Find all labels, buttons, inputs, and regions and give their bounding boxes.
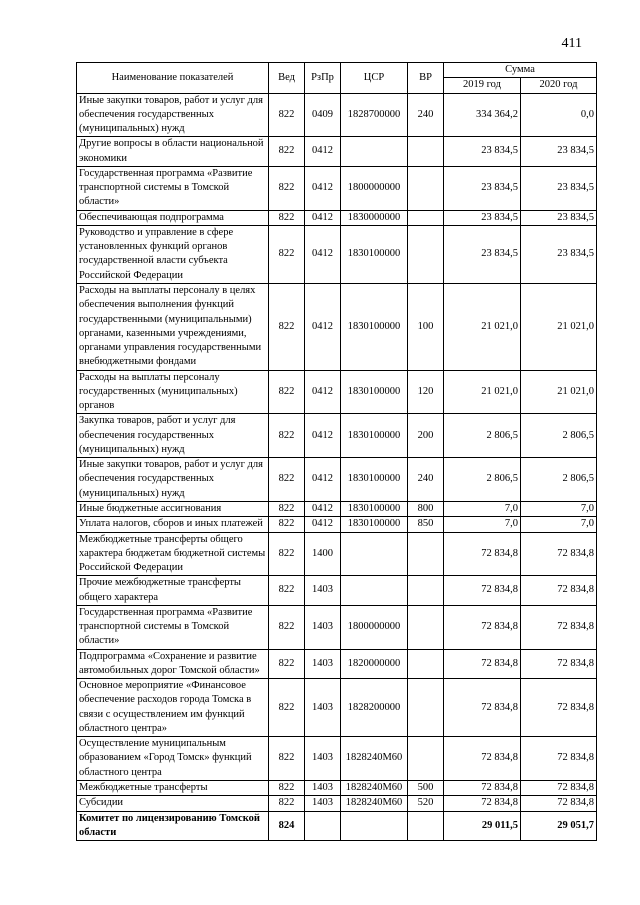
cell-ved: 822 bbox=[269, 137, 305, 167]
table-row bbox=[77, 576, 597, 606]
cell-vr: 240 bbox=[408, 93, 444, 137]
cell-rzpr: 1403 bbox=[305, 781, 341, 796]
cell-rzpr: 1403 bbox=[305, 737, 341, 781]
cell-y2020: 23 834,5 bbox=[521, 137, 597, 167]
header-csr: ЦСР bbox=[341, 63, 408, 94]
table-row bbox=[77, 605, 597, 649]
cell-name: Государственная программа «Развитие транспортной системы в Томской области» bbox=[77, 166, 269, 210]
table-row bbox=[77, 781, 597, 796]
table-row bbox=[77, 532, 597, 576]
cell-csr bbox=[341, 532, 408, 576]
cell-vr: 850 bbox=[408, 517, 444, 532]
cell-rzpr: 0412 bbox=[305, 210, 341, 225]
cell-rzpr: 0412 bbox=[305, 283, 341, 370]
cell-y2019: 21 021,0 bbox=[444, 370, 521, 414]
cell-vr: 200 bbox=[408, 414, 444, 458]
cell-csr: 1830100000 bbox=[341, 501, 408, 516]
table-row bbox=[77, 93, 597, 137]
cell-y2020: 2 806,5 bbox=[521, 458, 597, 502]
cell-ved: 822 bbox=[269, 458, 305, 502]
cell-y2020: 29 051,7 bbox=[521, 811, 597, 841]
table-row bbox=[77, 458, 597, 502]
header-rzpr: РзПр bbox=[305, 63, 341, 94]
cell-name: Субсидии bbox=[77, 796, 269, 811]
cell-y2020: 72 834,8 bbox=[521, 737, 597, 781]
cell-vr: 100 bbox=[408, 283, 444, 370]
cell-y2020: 21 021,0 bbox=[521, 283, 597, 370]
cell-csr: 1800000000 bbox=[341, 605, 408, 649]
cell-csr: 1830100000 bbox=[341, 517, 408, 532]
cell-name: Осуществление муниципальным образованием «Город Томск» функций областного центра bbox=[77, 737, 269, 781]
cell-vr bbox=[408, 605, 444, 649]
table-row bbox=[77, 137, 597, 167]
cell-vr bbox=[408, 679, 444, 737]
cell-name: Другие вопросы в области национальной экономики bbox=[77, 137, 269, 167]
cell-ved: 822 bbox=[269, 166, 305, 210]
cell-name: Уплата налогов, сборов и иных платежей bbox=[77, 517, 269, 532]
cell-rzpr: 0412 bbox=[305, 517, 341, 532]
cell-vr: 520 bbox=[408, 796, 444, 811]
cell-vr bbox=[408, 225, 444, 283]
cell-ved: 822 bbox=[269, 576, 305, 606]
table-row bbox=[77, 225, 597, 283]
cell-rzpr: 0412 bbox=[305, 458, 341, 502]
cell-vr bbox=[408, 210, 444, 225]
table-row bbox=[77, 370, 597, 414]
cell-y2019: 23 834,5 bbox=[444, 210, 521, 225]
cell-rzpr: 0412 bbox=[305, 225, 341, 283]
cell-vr bbox=[408, 532, 444, 576]
cell-y2019: 72 834,8 bbox=[444, 679, 521, 737]
table-row bbox=[77, 679, 597, 737]
table-body bbox=[77, 93, 597, 841]
cell-csr: 1830100000 bbox=[341, 370, 408, 414]
cell-name: Иные закупки товаров, работ и услуг для обеспечения государственных (муниципальных) нужд bbox=[77, 93, 269, 137]
budget-table bbox=[76, 62, 597, 841]
cell-ved: 822 bbox=[269, 225, 305, 283]
header-vr: ВР bbox=[408, 63, 444, 94]
cell-rzpr: 1400 bbox=[305, 532, 341, 576]
cell-name: Расходы на выплаты персоналу в целях обеспечения выполнения функций государственными (муниципальными) органами, казенными учреждениями, органами управления государственными внебюджетными фондами bbox=[77, 283, 269, 370]
cell-vr bbox=[408, 737, 444, 781]
header-ved: Вед bbox=[269, 63, 305, 94]
cell-ved: 822 bbox=[269, 532, 305, 576]
cell-y2019: 72 834,8 bbox=[444, 605, 521, 649]
cell-rzpr: 1403 bbox=[305, 576, 341, 606]
cell-ved: 822 bbox=[269, 605, 305, 649]
cell-y2019: 334 364,2 bbox=[444, 93, 521, 137]
cell-y2020: 7,0 bbox=[521, 501, 597, 516]
cell-y2019: 72 834,8 bbox=[444, 576, 521, 606]
cell-rzpr: 0409 bbox=[305, 93, 341, 137]
cell-rzpr: 0412 bbox=[305, 370, 341, 414]
table-row bbox=[77, 737, 597, 781]
cell-csr: 1830100000 bbox=[341, 458, 408, 502]
cell-name: Обеспечивающая подпрограмма bbox=[77, 210, 269, 225]
cell-y2020: 23 834,5 bbox=[521, 166, 597, 210]
cell-y2020: 72 834,8 bbox=[521, 796, 597, 811]
cell-rzpr: 0412 bbox=[305, 166, 341, 210]
cell-name: Межбюджетные трансферты общего характера бюджетам бюджетной системы Российской Федерации bbox=[77, 532, 269, 576]
cell-name: Прочие межбюджетные трансферты общего характера bbox=[77, 576, 269, 606]
cell-y2020: 72 834,8 bbox=[521, 605, 597, 649]
cell-ved: 824 bbox=[269, 811, 305, 841]
table-row bbox=[77, 166, 597, 210]
cell-y2020: 23 834,5 bbox=[521, 210, 597, 225]
cell-y2019: 72 834,8 bbox=[444, 737, 521, 781]
cell-y2019: 7,0 bbox=[444, 501, 521, 516]
cell-csr: 1830000000 bbox=[341, 210, 408, 225]
cell-name: Межбюджетные трансферты bbox=[77, 781, 269, 796]
cell-vr bbox=[408, 811, 444, 841]
table-row bbox=[77, 811, 597, 841]
cell-y2019: 21 021,0 bbox=[444, 283, 521, 370]
cell-csr: 1828240M60 bbox=[341, 737, 408, 781]
cell-ved: 822 bbox=[269, 781, 305, 796]
cell-vr: 240 bbox=[408, 458, 444, 502]
cell-csr: 1828700000 bbox=[341, 93, 408, 137]
header-2019: 2019 год bbox=[444, 78, 521, 93]
cell-rzpr: 1403 bbox=[305, 679, 341, 737]
cell-y2020: 0,0 bbox=[521, 93, 597, 137]
cell-ved: 822 bbox=[269, 93, 305, 137]
cell-rzpr: 1403 bbox=[305, 649, 341, 679]
cell-csr: 1820000000 bbox=[341, 649, 408, 679]
cell-rzpr: 1403 bbox=[305, 605, 341, 649]
header-name: Наименование показателей bbox=[77, 63, 269, 94]
header-sum: Сумма bbox=[444, 63, 597, 78]
cell-ved: 822 bbox=[269, 370, 305, 414]
cell-y2020: 21 021,0 bbox=[521, 370, 597, 414]
cell-vr: 120 bbox=[408, 370, 444, 414]
cell-csr bbox=[341, 137, 408, 167]
cell-csr: 1828240M60 bbox=[341, 781, 408, 796]
cell-name: Расходы на выплаты персоналу государственных (муниципальных) органов bbox=[77, 370, 269, 414]
cell-y2020: 2 806,5 bbox=[521, 414, 597, 458]
cell-name: Подпрограмма «Сохранение и развитие автомобильных дорог Томской области» bbox=[77, 649, 269, 679]
cell-y2020: 7,0 bbox=[521, 517, 597, 532]
cell-csr: 1828200000 bbox=[341, 679, 408, 737]
cell-ved: 822 bbox=[269, 283, 305, 370]
cell-vr: 500 bbox=[408, 781, 444, 796]
cell-y2020: 72 834,8 bbox=[521, 532, 597, 576]
table-row bbox=[77, 796, 597, 811]
cell-vr: 800 bbox=[408, 501, 444, 516]
cell-y2020: 72 834,8 bbox=[521, 649, 597, 679]
cell-y2020: 72 834,8 bbox=[521, 576, 597, 606]
cell-y2020: 23 834,5 bbox=[521, 225, 597, 283]
cell-y2019: 23 834,5 bbox=[444, 225, 521, 283]
cell-csr bbox=[341, 811, 408, 841]
table-row bbox=[77, 649, 597, 679]
cell-y2019: 23 834,5 bbox=[444, 166, 521, 210]
cell-ved: 822 bbox=[269, 679, 305, 737]
cell-rzpr: 1403 bbox=[305, 796, 341, 811]
header-2020: 2020 год bbox=[521, 78, 597, 93]
cell-name: Закупка товаров, работ и услуг для обеспечения государственных (муниципальных) нужд bbox=[77, 414, 269, 458]
cell-ved: 822 bbox=[269, 649, 305, 679]
table-header-row bbox=[77, 63, 597, 78]
cell-y2019: 23 834,5 bbox=[444, 137, 521, 167]
cell-vr bbox=[408, 649, 444, 679]
table-row bbox=[77, 283, 597, 370]
cell-csr: 1800000000 bbox=[341, 166, 408, 210]
cell-y2020: 72 834,8 bbox=[521, 781, 597, 796]
cell-vr bbox=[408, 166, 444, 210]
cell-y2019: 72 834,8 bbox=[444, 781, 521, 796]
cell-y2019: 2 806,5 bbox=[444, 414, 521, 458]
cell-rzpr: 0412 bbox=[305, 501, 341, 516]
cell-y2020: 72 834,8 bbox=[521, 679, 597, 737]
table-row bbox=[77, 517, 597, 532]
cell-csr: 1830100000 bbox=[341, 283, 408, 370]
cell-csr bbox=[341, 576, 408, 606]
cell-vr bbox=[408, 137, 444, 167]
cell-ved: 822 bbox=[269, 737, 305, 781]
cell-rzpr: 0412 bbox=[305, 414, 341, 458]
cell-csr: 1830100000 bbox=[341, 225, 408, 283]
cell-name: Комитет по лицензированию Томской области bbox=[77, 811, 269, 841]
cell-ved: 822 bbox=[269, 517, 305, 532]
cell-y2019: 72 834,8 bbox=[444, 532, 521, 576]
cell-ved: 822 bbox=[269, 210, 305, 225]
cell-vr bbox=[408, 576, 444, 606]
cell-rzpr: 0412 bbox=[305, 137, 341, 167]
cell-y2019: 72 834,8 bbox=[444, 649, 521, 679]
cell-name: Иные закупки товаров, работ и услуг для обеспечения государственных (муниципальных) нужд bbox=[77, 458, 269, 502]
table-row bbox=[77, 210, 597, 225]
cell-csr: 1830100000 bbox=[341, 414, 408, 458]
cell-name: Государственная программа «Развитие транспортной системы в Томской области» bbox=[77, 605, 269, 649]
table-row bbox=[77, 501, 597, 516]
cell-y2019: 29 011,5 bbox=[444, 811, 521, 841]
cell-csr: 1828240M60 bbox=[341, 796, 408, 811]
cell-name: Иные бюджетные ассигнования bbox=[77, 501, 269, 516]
page-number: 411 bbox=[561, 36, 582, 51]
cell-name: Основное мероприятие «Финансовое обеспечение расходов города Томска в связи с осуществлением им функций областного центра» bbox=[77, 679, 269, 737]
cell-y2019: 2 806,5 bbox=[444, 458, 521, 502]
cell-ved: 822 bbox=[269, 501, 305, 516]
table-row bbox=[77, 414, 597, 458]
cell-ved: 822 bbox=[269, 414, 305, 458]
cell-y2019: 7,0 bbox=[444, 517, 521, 532]
cell-ved: 822 bbox=[269, 796, 305, 811]
cell-rzpr bbox=[305, 811, 341, 841]
cell-name: Руководство и управление в сфере установленных функций органов государственной власти субъекта Российской Федерации bbox=[77, 225, 269, 283]
cell-y2019: 72 834,8 bbox=[444, 796, 521, 811]
